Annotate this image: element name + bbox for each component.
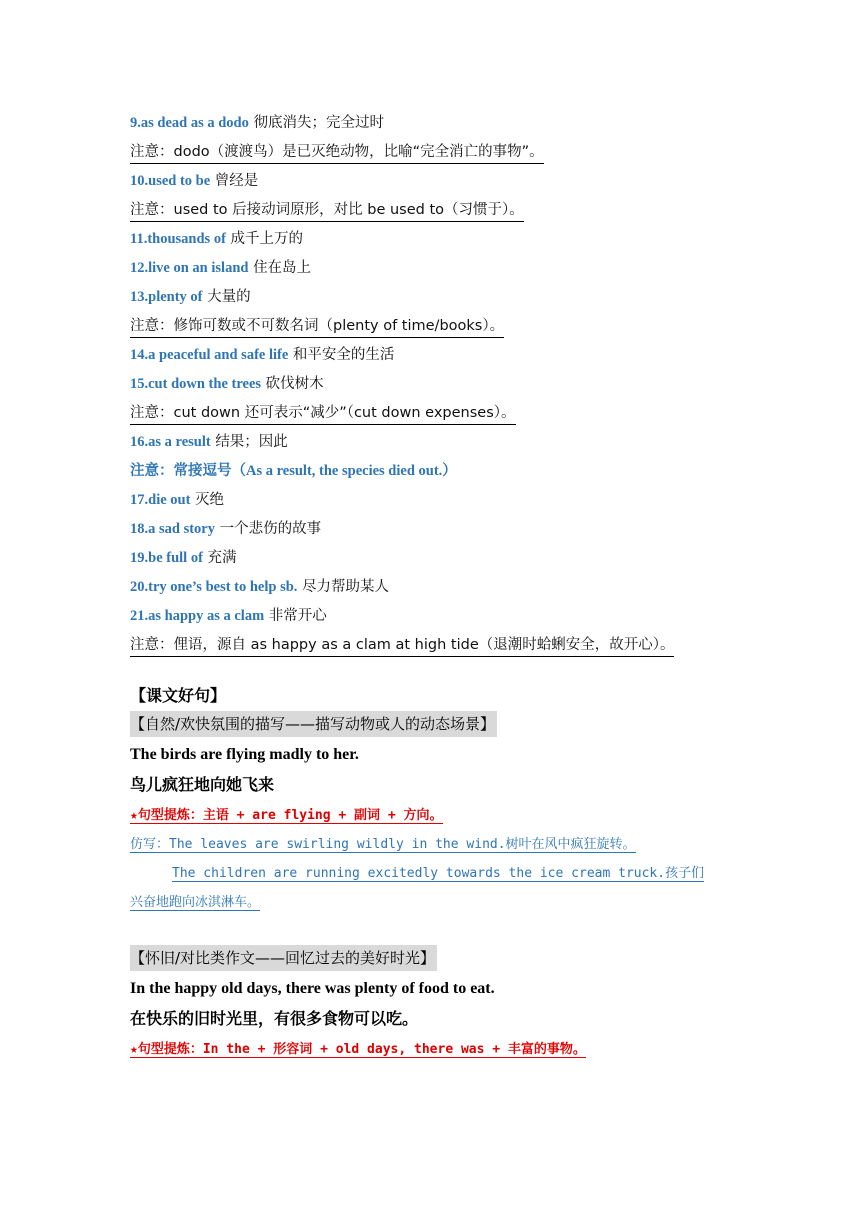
note-line: [130, 400, 750, 429]
phrase-meaning: 尽力帮助某人: [302, 579, 390, 595]
phrase-term: 15.cut down the trees: [130, 376, 262, 392]
category-row: [130, 711, 750, 741]
example-sentence-cn: 鸟儿疯狂地向她飞来: [130, 775, 275, 794]
phrase-line: [130, 603, 750, 632]
phrase-line: [130, 255, 750, 284]
note-prefix: 注意：常接逗号（: [130, 463, 246, 479]
example-sentence-cn: 在快乐的旧时光里，有很多食物可以吃。: [130, 1009, 419, 1028]
phrase-meaning: 结果；因此: [215, 434, 288, 450]
phrase-note: 注意：dodo（渡渡鸟）是已灭绝动物，比喻“完全消亡的事物”。: [130, 141, 544, 164]
pattern-line: [130, 1035, 750, 1064]
phrase-line: [130, 545, 750, 574]
phrase-line: [130, 342, 750, 371]
category-row: [130, 945, 750, 975]
imitation-line: [130, 888, 750, 917]
phrase-line: [130, 487, 750, 516]
phrase-meaning: 砍伐树木: [265, 376, 324, 392]
note-example: As a result, the species died out.: [246, 463, 443, 479]
phrase-term: 11.thousands of: [130, 231, 226, 247]
phrase-term: 10.used to be: [130, 173, 211, 189]
phrase-note: 注意：cut down 还可表示“减少”（cut down expenses）。: [130, 402, 516, 425]
phrase-meaning: 彻底消失；完全过时: [253, 115, 384, 131]
phrase-line: [130, 429, 750, 458]
category-label: 【怀旧/对比类作文——回忆过去的美好时光】: [130, 945, 437, 971]
section-title: 【课文好句】: [130, 686, 227, 705]
phrase-term: 19.be full of: [130, 550, 203, 566]
phrase-note: 注意：修饰可数或不可数名词（plenty of time/books）。: [130, 315, 504, 338]
phrase-term: 18.a sad story: [130, 521, 215, 537]
phrase-line: [130, 574, 750, 603]
phrase-meaning: 曾经是: [214, 173, 259, 189]
phrase-line: [130, 110, 750, 139]
note-line-highlight: [130, 458, 750, 487]
example-sentence-en: In the happy old days, there was plenty of food to eat.: [130, 980, 495, 997]
note-line: [130, 632, 750, 661]
phrase-note: 注意：used to 后接动词原形，对比 be used to（习惯于）。: [130, 199, 524, 222]
phrase-term: 16.as a result: [130, 434, 211, 450]
phrase-meaning: 充满: [207, 550, 237, 566]
phrase-line: [130, 516, 750, 545]
phrase-line: [130, 371, 750, 400]
phrase-term: 12.live on an island: [130, 260, 249, 276]
phrase-meaning: 一个悲伤的故事: [219, 521, 322, 537]
pattern-line: [130, 801, 750, 830]
phrase-line: [130, 284, 750, 313]
phrase-meaning: 成千上万的: [230, 231, 304, 247]
sentence-pattern: ★句型提炼：In the + 形容词 + old days, there was + 丰富的事物。: [130, 1042, 586, 1057]
phrase-term: 13.plenty of: [130, 289, 203, 305]
note-suffix: ）: [442, 463, 457, 479]
phrase-term: 14.a peaceful and safe life: [130, 347, 289, 363]
example-sentence-en: The birds are flying madly to her.: [130, 746, 359, 763]
note-line: [130, 313, 750, 342]
document-page: [130, 110, 750, 1064]
phrase-meaning: 和平安全的生活: [292, 347, 395, 363]
imitation-2: The children are running excitedly towards the ice cream truck.孩子们: [172, 866, 705, 881]
phrase-term: 9.as dead as a dodo: [130, 115, 249, 131]
sentence-pattern: ★句型提炼：主语 + are flying + 副词 + 方向。: [130, 808, 443, 823]
phrase-term: 21.as happy as a clam: [130, 608, 265, 624]
spacer: [130, 917, 750, 945]
phrase-meaning: 住在岛上: [253, 260, 312, 276]
imitation-2-cont: 兴奋地跑向冰淇淋车。: [130, 895, 261, 910]
phrase-term: 17.die out: [130, 492, 191, 508]
category-label: 【自然/欢快氛围的描写——描写动物或人的动态场景】: [130, 711, 497, 737]
phrase-line: [130, 226, 750, 255]
phrase-note: 注意：俚语，源自 as happy as a clam at high tide（退潮时蛤蜊安全，故开心）。: [130, 634, 674, 657]
spacer: [130, 661, 750, 681]
phrase-line: [130, 168, 750, 197]
note-line: [130, 197, 750, 226]
phrase-meaning: 非常开心: [268, 608, 327, 624]
note-line: [130, 139, 750, 168]
imitation-line: [130, 859, 750, 888]
imitation-line: [130, 830, 750, 859]
phrase-meaning: 灭绝: [195, 492, 225, 508]
phrase-meaning: 大量的: [207, 289, 251, 305]
imitation-1: 仿写：The leaves are swirling wildly in the wind.树叶在风中疯狂旋转。: [130, 837, 636, 852]
phrase-term: 20.try one’s best to help sb.: [130, 579, 298, 595]
